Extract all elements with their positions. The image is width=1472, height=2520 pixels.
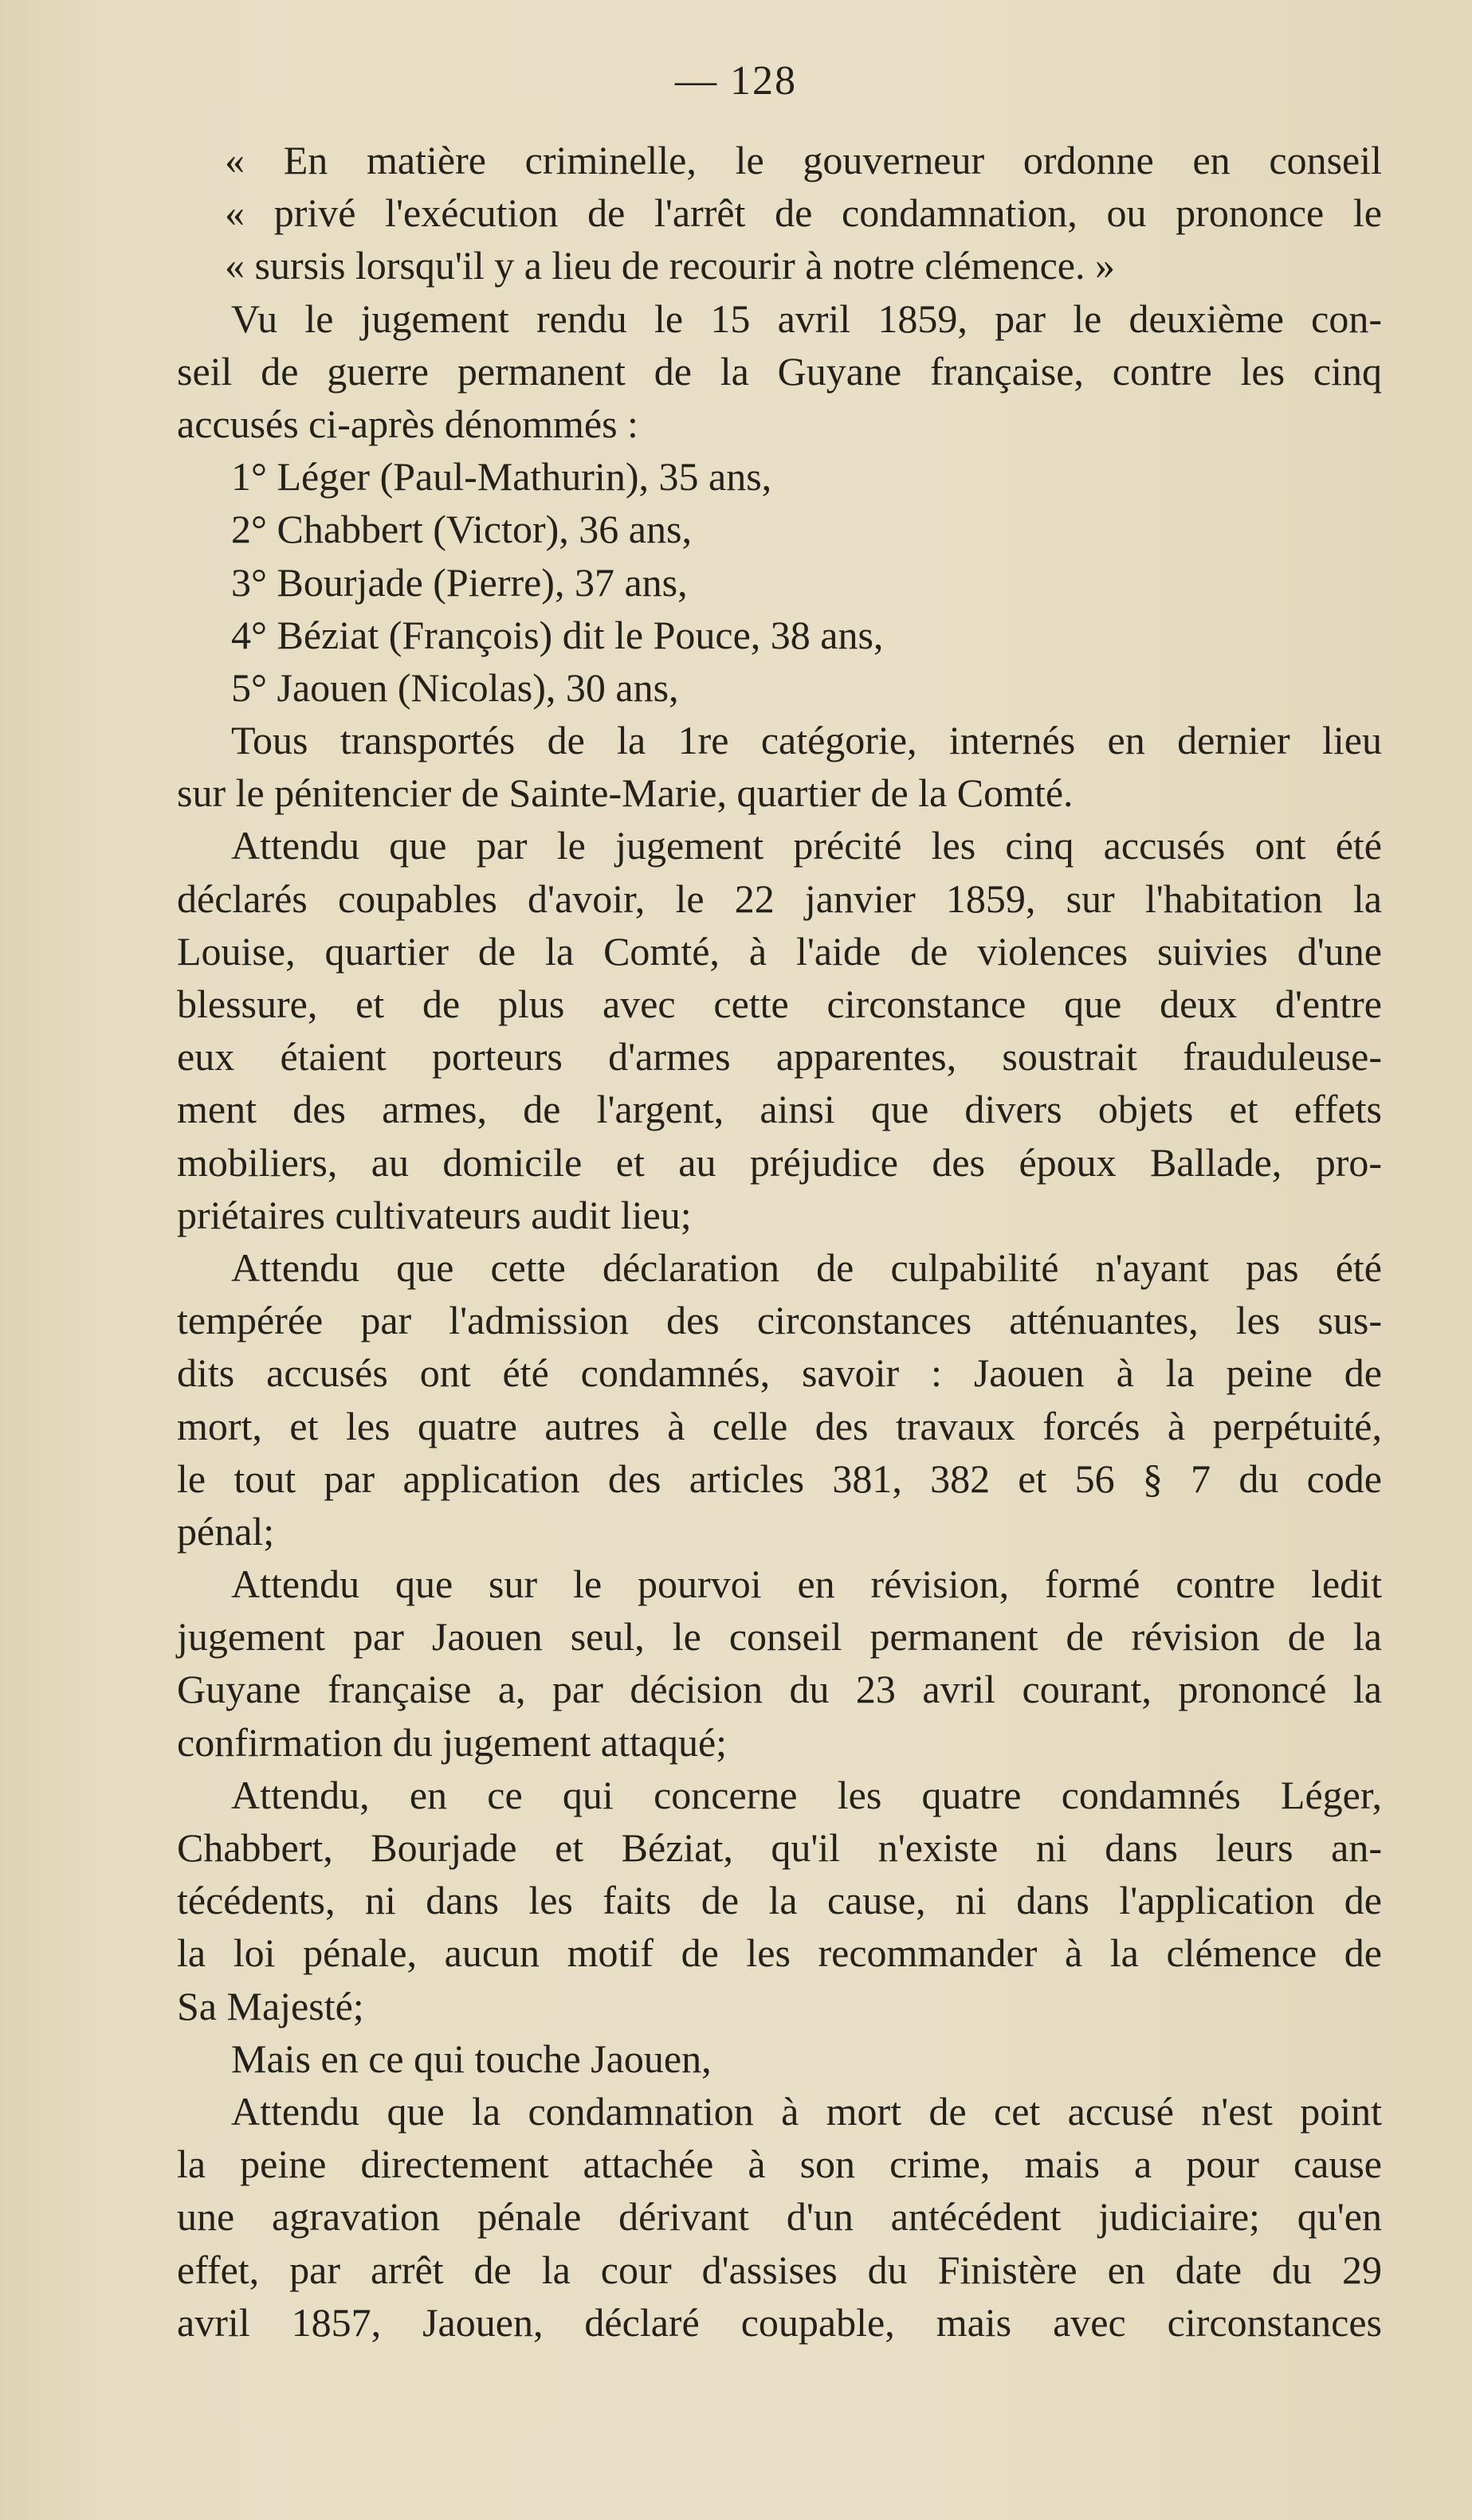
accused-entry: 3° Bourjade (Pierre), 37 ans, xyxy=(231,559,688,605)
text-line: Guyane française a, par décision du 23 avril courant, prononcé la xyxy=(177,1667,1382,1712)
text-line: avril 1857, Jaouen, déclaré coupable, mais avec circonstances xyxy=(177,2299,1382,2345)
text-line: Sa Majesté; xyxy=(177,1983,364,2028)
text-line: confirmation du jugement attaqué; xyxy=(177,1719,728,1765)
text-line: priétaires cultivateurs audit lieu; xyxy=(177,1192,692,1237)
text-line: mort, et les quatre autres à celle des travaux forcés à perpétuité, xyxy=(177,1403,1382,1448)
accused-entry: 1° Léger (Paul-Mathurin), 35 ans, xyxy=(231,454,772,500)
text-line: sur le pénitencier de Sainte-Marie, quartier de la Comté. xyxy=(177,770,1074,816)
text-line: Mais en ce qui touche Jaouen, xyxy=(231,2036,712,2081)
body-text xyxy=(177,134,1382,2349)
text-line: pénal; xyxy=(177,1508,275,1554)
text-line: Vu le jugement rendu le 15 avril 1859, par le deuxième con- xyxy=(231,296,1382,341)
text-line: Louise, quartier de la Comté, à l'aide de violences suivies d'une xyxy=(177,928,1382,974)
text-line: la loi pénale, aucun motif de les recommander à la clémence de xyxy=(177,1930,1382,1976)
text-line: Attendu que la condamnation à mort de cet accusé n'est point xyxy=(231,2088,1382,2134)
text-line: seil de guerre permanent de la Guyane française, contre les cinq xyxy=(177,348,1382,394)
text-line: dits accusés ont été condamnés, savoir : Jaouen à la peine de xyxy=(177,1350,1382,1396)
accused-entry: 4° Béziat (François) dit le Pouce, 38 ans, xyxy=(231,612,884,657)
text-line: Attendu, en ce qui concerne les quatre condamnés Léger, xyxy=(231,1772,1382,1817)
text-line: técédents, ni dans les faits de la cause, ni dans l'application de xyxy=(177,1878,1382,1923)
text-line: déclarés coupables d'avoir, le 22 janvier 1859, sur l'habitation la xyxy=(177,876,1382,921)
text-line: mobiliers, au domicile et au préjudice des époux Ballade, pro- xyxy=(177,1139,1382,1185)
text-line: Attendu que cette déclaration de culpabilité n'ayant pas été xyxy=(231,1244,1382,1290)
text-line: « privé l'exécution de l'arrêt de condamnation, ou prononce le xyxy=(225,190,1382,236)
text-line: accusés ci-après dénommés : xyxy=(177,401,638,446)
page-number: — 128 xyxy=(675,58,797,104)
accused-entry: 5° Jaouen (Nicolas), 30 ans, xyxy=(231,664,679,710)
text-line: une agravation pénale dérivant d'un antécédent judiciaire; qu'en xyxy=(177,2194,1382,2240)
text-line: la peine directement attachée à son crime, mais a pour cause xyxy=(177,2142,1382,2187)
text-line: effet, par arrêt de la cour d'assises du Finistère en date du 29 xyxy=(177,2247,1382,2292)
text-line: ment des armes, de l'argent, ainsi que divers objets et effets xyxy=(177,1087,1382,1132)
text-line: Chabbert, Bourjade et Béziat, qu'il n'existe ni dans leurs an- xyxy=(177,1825,1382,1870)
text-line: jugement par Jaouen seul, le conseil permanent de révision de la xyxy=(177,1614,1382,1660)
text-line: eux étaient porteurs d'armes apparentes, soustrait frauduleuse- xyxy=(177,1034,1382,1080)
text-line: Attendu que sur le pourvoi en révision, formé contre ledit xyxy=(231,1562,1382,1607)
text-line: Attendu que par le jugement précité les cinq accusés ont été xyxy=(231,823,1382,868)
text-line: « sursis lorsqu'il y a lieu de recourir à notre clémence. » xyxy=(225,243,1115,288)
text-line: blessure, et de plus avec cette circonstance que deux d'entre xyxy=(177,982,1382,1026)
text-line: « En matière criminelle, le gouverneur ordonne en conseil xyxy=(225,138,1382,182)
text-line: tempérée par l'admission des circonstances atténuantes, les sus- xyxy=(177,1298,1382,1343)
text-line: Tous transportés de la 1re catégorie, internés en dernier lieu xyxy=(231,718,1382,763)
accused-entry: 2° Chabbert (Victor), 36 ans, xyxy=(231,507,692,552)
text-line: le tout par application des articles 381, 382 et 56 § 7 du code xyxy=(177,1456,1382,1501)
